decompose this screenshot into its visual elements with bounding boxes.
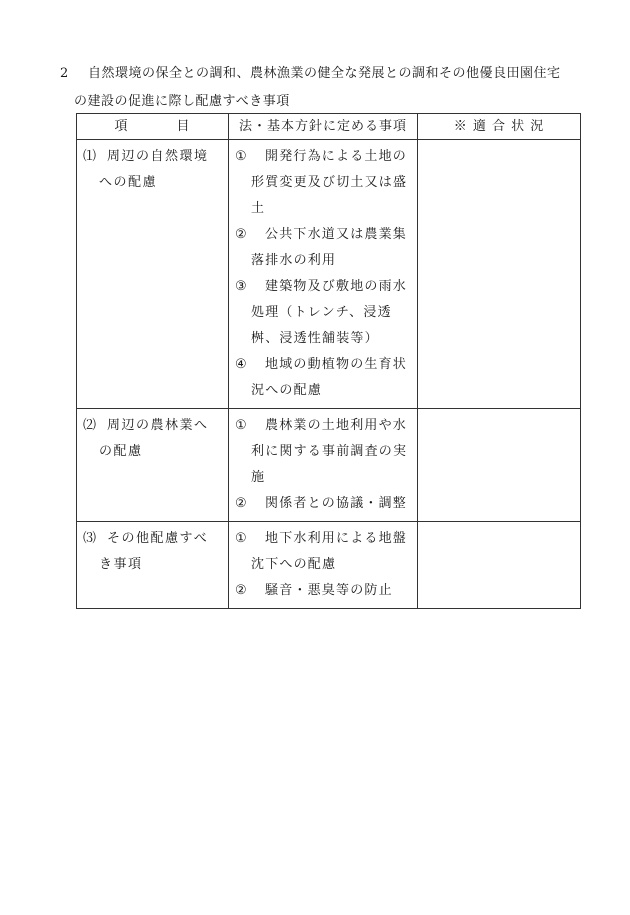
topic-cell: [77, 140, 229, 409]
item-number: ④: [235, 357, 247, 372]
law-items-cell: [229, 522, 418, 609]
list-item: [235, 413, 413, 491]
topic-number: ⑵: [83, 418, 97, 433]
item-text-first: 関係者との協議・調整: [265, 496, 408, 511]
item-number: ①: [235, 531, 247, 546]
item-number: ①: [235, 149, 247, 164]
item-number: ①: [235, 418, 247, 433]
item-text-rest: 落排水の利用: [251, 253, 337, 268]
header-status: ※ 適 合 状 況: [418, 114, 581, 140]
item-text-rest: 形質変更及び切土又は盛土: [251, 175, 408, 216]
section-heading-line1: [60, 60, 620, 88]
table-row: [77, 409, 581, 522]
section-title-line1: 自然環境の保全との調和、農林漁業の健全な発展との調和その他優良田園住宅: [88, 66, 561, 81]
item-number: ③: [235, 279, 247, 294]
table-row: [77, 140, 581, 409]
section-heading: [60, 60, 620, 116]
item-text-rest: 処理（トレンチ、浸透桝、浸透性舗装等）: [251, 305, 392, 346]
item-text-first: 公共下水道又は農業集: [265, 227, 408, 242]
item-text-first: 開発行為による土地の: [265, 149, 408, 164]
topic: [77, 522, 228, 582]
topic-text-first: 周辺の自然環境: [107, 149, 209, 164]
topic-number: ⑴: [83, 149, 97, 164]
status-cell[interactable]: [418, 522, 581, 609]
topic-cell: [77, 522, 229, 609]
item-text-first: 地域の動植物の生育状: [265, 357, 408, 372]
topic: [77, 409, 228, 469]
item-text-first: 農林業の土地利用や水: [265, 418, 408, 433]
law-items-cell: [229, 140, 418, 409]
table-body: [77, 140, 581, 609]
list-item: [235, 578, 413, 604]
topic-cell: [77, 409, 229, 522]
item-number: ②: [235, 227, 247, 242]
item-text-rest: 利に関する事前調査の実施: [251, 444, 408, 485]
header-item: [77, 114, 229, 140]
list-item: [235, 352, 413, 404]
status-cell[interactable]: [418, 409, 581, 522]
law-items: [229, 522, 417, 608]
law-items-cell: [229, 409, 418, 522]
item-text-rest: 況への配慮: [251, 383, 323, 398]
section-title-line2: の建設の促進に際し配慮すべき事項: [74, 94, 290, 109]
header-law: 法・基本方針に定める事項: [229, 114, 418, 140]
table-row: [77, 522, 581, 609]
law-items: [229, 140, 417, 408]
topic-text-first: 周辺の農林業へ: [107, 418, 209, 433]
topic-text-first: その他配慮すべ: [107, 531, 209, 546]
topic-text-rest: への配慮: [99, 175, 158, 190]
list-item: [235, 491, 413, 517]
list-item: [235, 526, 413, 578]
topic-number: ⑶: [83, 531, 97, 546]
table-header-row: [77, 114, 581, 140]
item-number: ②: [235, 496, 247, 511]
header-item-a: 項: [114, 119, 129, 134]
list-item: [235, 144, 413, 222]
topic: [77, 140, 228, 200]
item-text-first: 騒音・悪臭等の防止: [265, 583, 393, 598]
item-number: ②: [235, 583, 247, 598]
item-text-rest: 沈下への配慮: [251, 557, 337, 572]
law-items: [229, 409, 417, 521]
status-cell[interactable]: [418, 140, 581, 409]
header-item-b: 目: [176, 119, 191, 134]
considerations-table: [76, 113, 581, 609]
list-item: [235, 222, 413, 274]
list-item: [235, 274, 413, 352]
topic-text-rest: の配慮: [99, 444, 143, 459]
topic-text-rest: き事項: [99, 557, 143, 572]
item-text-first: 地下水利用による地盤: [265, 531, 408, 546]
item-text-first: 建築物及び敷地の雨水: [265, 279, 408, 294]
section-number: 2: [60, 66, 69, 81]
